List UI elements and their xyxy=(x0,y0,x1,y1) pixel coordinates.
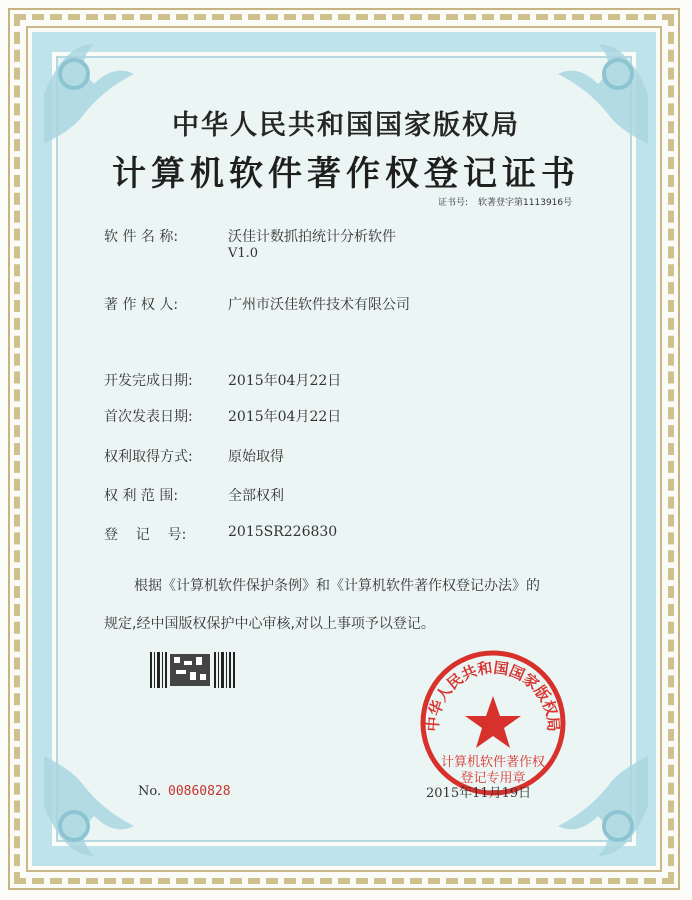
qr-barcode-icon xyxy=(150,652,236,688)
seal-line-2: 登记专用章 xyxy=(460,771,526,786)
serial-number-value: 00860828 xyxy=(168,784,231,799)
statement-line-2: 规定,经中国版权保护中心审核,对以上事项予以登记。 xyxy=(104,616,435,632)
certificate-number-value: 软著登字第1113916号 xyxy=(478,198,573,208)
publication-date-label: 首次发表日期: xyxy=(104,409,193,425)
rights-scope-label: 权 利 范 围: xyxy=(104,488,179,504)
statement-line-1: 根据《计算机软件保护条例》和《计算机软件著作权登记办法》的 xyxy=(134,578,540,594)
serial-number-label: No. xyxy=(138,784,162,799)
rights-acquisition-value: 原始取得 xyxy=(228,449,284,465)
issuer-title: 中华人民共和国国家版权局 xyxy=(172,110,520,141)
rights-scope-value: 全部权利 xyxy=(228,488,284,504)
corner-ornament-icon xyxy=(34,746,154,866)
copyright-owner-label: 著 作 权 人: xyxy=(104,297,179,313)
official-seal xyxy=(418,648,568,798)
seal-ring-text: 中华人民共和国国家版权局 xyxy=(423,658,563,733)
rights-acquisition-label: 权利取得方式: xyxy=(104,449,193,465)
registration-number-label: 登 记 号: xyxy=(104,527,187,543)
registration-number-value: 2015SR226830 xyxy=(228,524,338,540)
software-name-label: 软 件 名 称: xyxy=(104,229,179,245)
seal-star-icon xyxy=(465,696,521,748)
development-date-value: 2015年04月22日 xyxy=(228,373,342,389)
copyright-owner-value: 广州市沃佳软件技术有限公司 xyxy=(228,297,410,313)
development-date-label: 开发完成日期: xyxy=(104,373,193,389)
certificate-number xyxy=(438,195,582,208)
certificate-title: 计算机软件著作权登记证书 xyxy=(112,154,580,194)
issue-date: 2015年11月19日 xyxy=(426,786,532,801)
seal-line-1: 计算机软件著作权 xyxy=(440,755,546,770)
publication-date-value: 2015年04月22日 xyxy=(228,409,342,425)
software-name-value: 沃佳计数抓拍统计分析软件 xyxy=(228,229,396,245)
certificate-number-label: 证书号: xyxy=(438,198,469,208)
software-version-value: V1.0 xyxy=(228,246,259,261)
